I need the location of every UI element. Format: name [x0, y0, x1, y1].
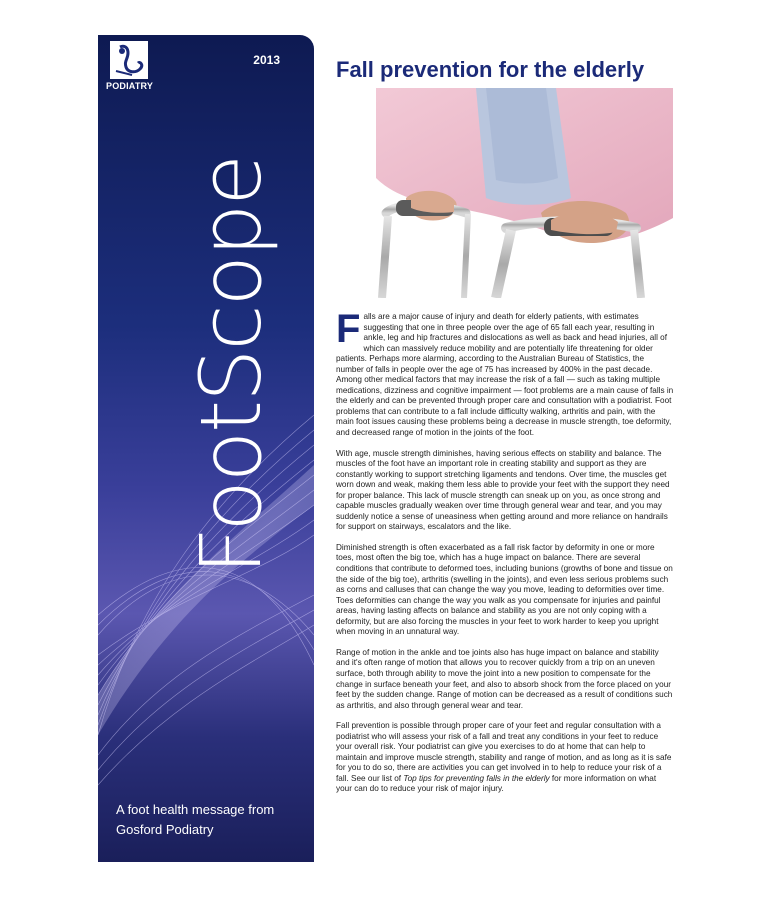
podiatry-logo: [106, 41, 154, 101]
foot-logo-icon: [110, 41, 148, 79]
paragraph-3: Diminished strength is often exacerbated as a fall risk factor by deformity in one or more toes, most often the big toe, which has a huge impact on balance. There are several conditions that contribute to deformed toes, including bunions (growths of bone and tissue on the side of the big toe), arthritis (swelling in the joints), and even less serious problems such as corns and calluses that can change the way you move, leading to deformities over time. Toes deformities can change the way you walk as you compensate for injuries and painful areas, having lasting affects on balance and stability as you are not only coping with a deformity, but are also forcing the muscles in your feet to work harder to keep you upright when moving in an unnatural way.: [336, 542, 673, 637]
paragraph-5-text-b: for more information on what your can do to reduce your risk of major injury.: [336, 773, 657, 794]
paragraph-4: Range of motion in the ankle and toe joints also has huge impact on balance and stability and it's often range of motion that allows you to recover quickly from a trip on an uneven surface, both through ability to move the joint into a new position to compensate for the change in surface beneath your feet, and also to absorb shock from the force placed on your feet by the sudden change. Range of motion can be decreased as a result of conditions such as arthritis, and also through general wear and tear.: [336, 647, 673, 710]
paragraph-1: [336, 307, 674, 439]
brand-text: FootScope: [182, 156, 280, 575]
sidebar-panel: [98, 35, 314, 862]
logo-label: PODIATRY: [106, 81, 154, 91]
tips-link-text: Top tips for preventing falls in the elderly: [403, 773, 550, 783]
walker-photo: [336, 88, 673, 298]
paragraph-2: With age, muscle strength diminishes, having serious effects on stability and balance. The muscles of the foot have an important role in creating stability and support as they are constantly working to support stretching ligaments and tendons. Over time, the muscles get worn down and weak, making them less able to provide your feet with the support they need for proper balance. This lack of muscle strength can sneak up on you, as once strong and capable muscles gradually weaken over time through general wear and tear, and you may suddenly notice a sense of uneasiness when getting around and more reliance on handrails for support on stairways, escalators and the like.: [336, 448, 670, 532]
drop-cap: F: [336, 307, 361, 351]
article-title: Fall prevention for the elderly: [336, 57, 645, 82]
paragraph-5-text-a: Fall prevention is possible through proper care of your feet and regular consultation with a podiatrist who will assess your risk of a fall and treat any conditions in your feet to reduce your overall risk. Your podiatrist can give you exercises to do at home that can help to maintain and improve muscle strength, stability and range of motion, and as long as it is safe for you to do so, there are activities you can get involved in to help to reduce your risk of a fall. See our list of: [336, 721, 672, 783]
tagline-line-1: A foot health message from: [116, 802, 275, 817]
article-body: [336, 307, 674, 805]
issue-year: 2013: [253, 53, 280, 67]
tagline-line-2: Gosford Podiatry: [116, 822, 214, 837]
tagline: [116, 800, 274, 840]
brand-wordmark: [168, 123, 298, 583]
paragraph-1-text: alls are a major cause of injury and death for elderly patients, with estimates suggesting that one in three people over the age of 65 fall each year, resulting in ankle, leg and hip fractures and dislocations as well as back and head injuries, all of which can massively reduce mobility and are potentially life threatening for older patients. Perhaps more alarming, according to the Australian Bureau of Statistics, the number of falls in people over the age of 75 has increased by 400% in the past decade. Among other medical factors that may increase the risk of a fall — such as taking multiple medications, dizziness and cognitive impairment — foot problems are a main cause of falls in the elderly and can be prevented through proper care and consultation with a podiatrist. Foot problems that can contribute to a fall include difficulty walking, arthritis and pain, with the main foot issues causing these problems being a decrease in muscle strength, toe deformity, and decreased range of motion in the joints of the foot.: [336, 312, 674, 438]
paragraph-5: [336, 721, 674, 795]
